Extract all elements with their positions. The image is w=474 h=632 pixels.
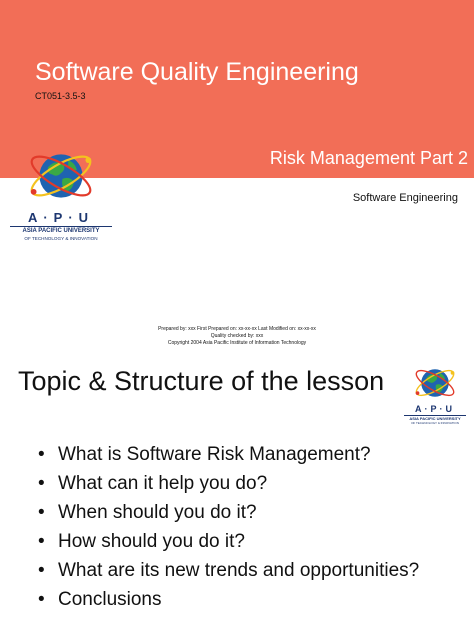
list-item xyxy=(38,529,438,554)
course-name: Software Engineering xyxy=(352,192,458,204)
logo-divider xyxy=(10,226,111,227)
list-item xyxy=(38,500,438,525)
bullet-marker: • xyxy=(38,531,45,552)
globe-icon xyxy=(25,140,97,212)
university-logo-small xyxy=(401,360,469,425)
list-item xyxy=(38,587,438,612)
credits xyxy=(0,326,474,347)
list-item-text: What are its new trends and opportunities? xyxy=(58,560,420,581)
globe-icon xyxy=(412,360,458,406)
logo-line-1: ASIA PACIFIC UNIVERSITY xyxy=(409,416,461,421)
content-slide xyxy=(0,354,474,632)
university-logo xyxy=(6,140,116,246)
list-item-text: Conclusions xyxy=(58,589,162,610)
credits-line-1: Prepared by: xxx First Prepared on: xx-xx-xx Last Modified on: xx-xx-xx xyxy=(158,326,316,332)
slide-subtitle: Risk Management Part 2 xyxy=(269,148,468,168)
list-item-text: How should you do it? xyxy=(58,531,245,552)
list-item xyxy=(38,471,438,496)
logo-wordmark: A·P·U xyxy=(27,210,95,225)
topic-list xyxy=(38,442,438,616)
bullet-marker: • xyxy=(38,560,45,581)
bullet-marker: • xyxy=(38,444,45,465)
list-item xyxy=(38,442,438,467)
list-item xyxy=(38,558,438,583)
bullet-marker: • xyxy=(38,589,45,610)
module-code: CT051-3.5-3 xyxy=(35,91,86,101)
credits-line-3: Copyright 2004 Asia Pacific Institute of Information Technology xyxy=(167,340,307,346)
slide-title: Software Quality Engineering xyxy=(35,58,359,86)
logo-line-1: ASIA PACIFIC UNIVERSITY xyxy=(22,228,100,234)
credits-line-2: Quality checked by: xxx xyxy=(210,333,264,339)
lesson-title: Topic & Structure of the lesson xyxy=(18,366,385,396)
bullet-marker: • xyxy=(38,473,45,494)
list-item-text: When should you do it? xyxy=(58,502,257,523)
logo-line-2: OF TECHNOLOGY & INNOVATION xyxy=(24,236,98,241)
logo-line-2: OF TECHNOLOGY & INNOVATION xyxy=(411,421,459,425)
list-item-text: What can it help you do? xyxy=(58,473,268,494)
logo-wordmark: A·P·U xyxy=(415,404,455,414)
bullet-marker: • xyxy=(38,502,45,523)
list-item-text: What is Software Risk Management? xyxy=(58,444,371,465)
